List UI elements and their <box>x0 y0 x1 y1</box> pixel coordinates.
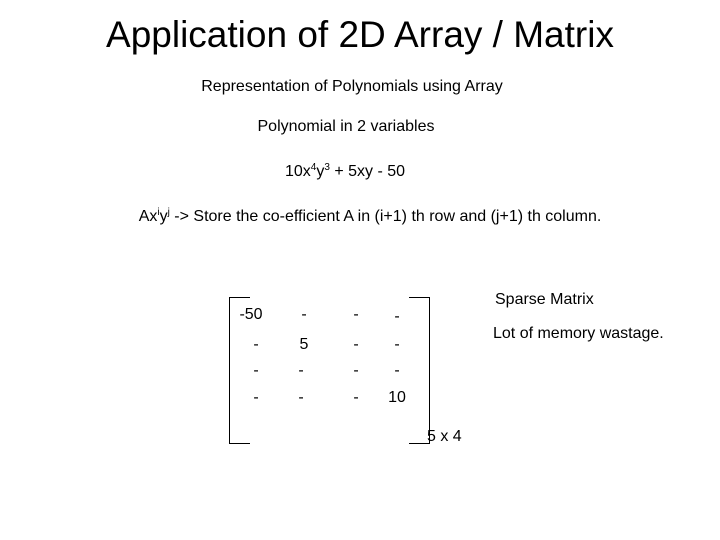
matrix-cell: - <box>253 389 259 406</box>
matrix-cell: - <box>353 306 359 323</box>
poly-term-rest: + 5xy - 50 <box>329 163 406 180</box>
matrix-cell: - <box>353 336 359 353</box>
slide-title: Application of 2D Array / Matrix <box>106 14 614 55</box>
matrix-dimensions: 5 x 4 <box>427 428 462 445</box>
rule-mid: y <box>159 208 168 225</box>
slide-subtitle: Representation of Polynomials using Array <box>201 78 503 95</box>
matrix-cell: - <box>353 362 359 379</box>
matrix-cell: - <box>253 336 259 353</box>
sparse-matrix-label: Sparse Matrix <box>495 291 594 308</box>
poly-exp-y: 3 <box>324 162 330 173</box>
rule-suffix: -> Store the co-efficient A in (i+1) th row and (j+1) th column. <box>169 208 602 225</box>
matrix-cell: - <box>394 308 400 325</box>
storage-rule <box>0 208 720 226</box>
memory-wastage-note: Lot of memory wastage. <box>493 325 664 342</box>
matrix-cell: 10 <box>388 389 406 406</box>
matrix-cell: 5 <box>299 336 309 353</box>
matrix-cell: -50 <box>239 306 263 323</box>
matrix-cell: - <box>353 389 359 406</box>
matrix-cell: - <box>301 306 307 323</box>
matrix-cell: - <box>253 362 259 379</box>
poly-term-coef: 10x <box>284 163 311 180</box>
matrix-cell: - <box>298 362 304 379</box>
matrix-cell: - <box>298 389 304 406</box>
polynomial-heading: Polynomial in 2 variables <box>257 118 435 135</box>
matrix-cell: - <box>394 362 400 379</box>
rule-sup-j: j <box>167 207 170 218</box>
rule-prefix: Ax <box>138 208 158 225</box>
polynomial-expression <box>0 163 690 181</box>
rule-sup-i: i <box>157 207 160 218</box>
poly-exp-x: 4 <box>310 162 317 173</box>
poly-term-y: y <box>316 163 325 180</box>
matrix-cell: - <box>394 336 400 353</box>
